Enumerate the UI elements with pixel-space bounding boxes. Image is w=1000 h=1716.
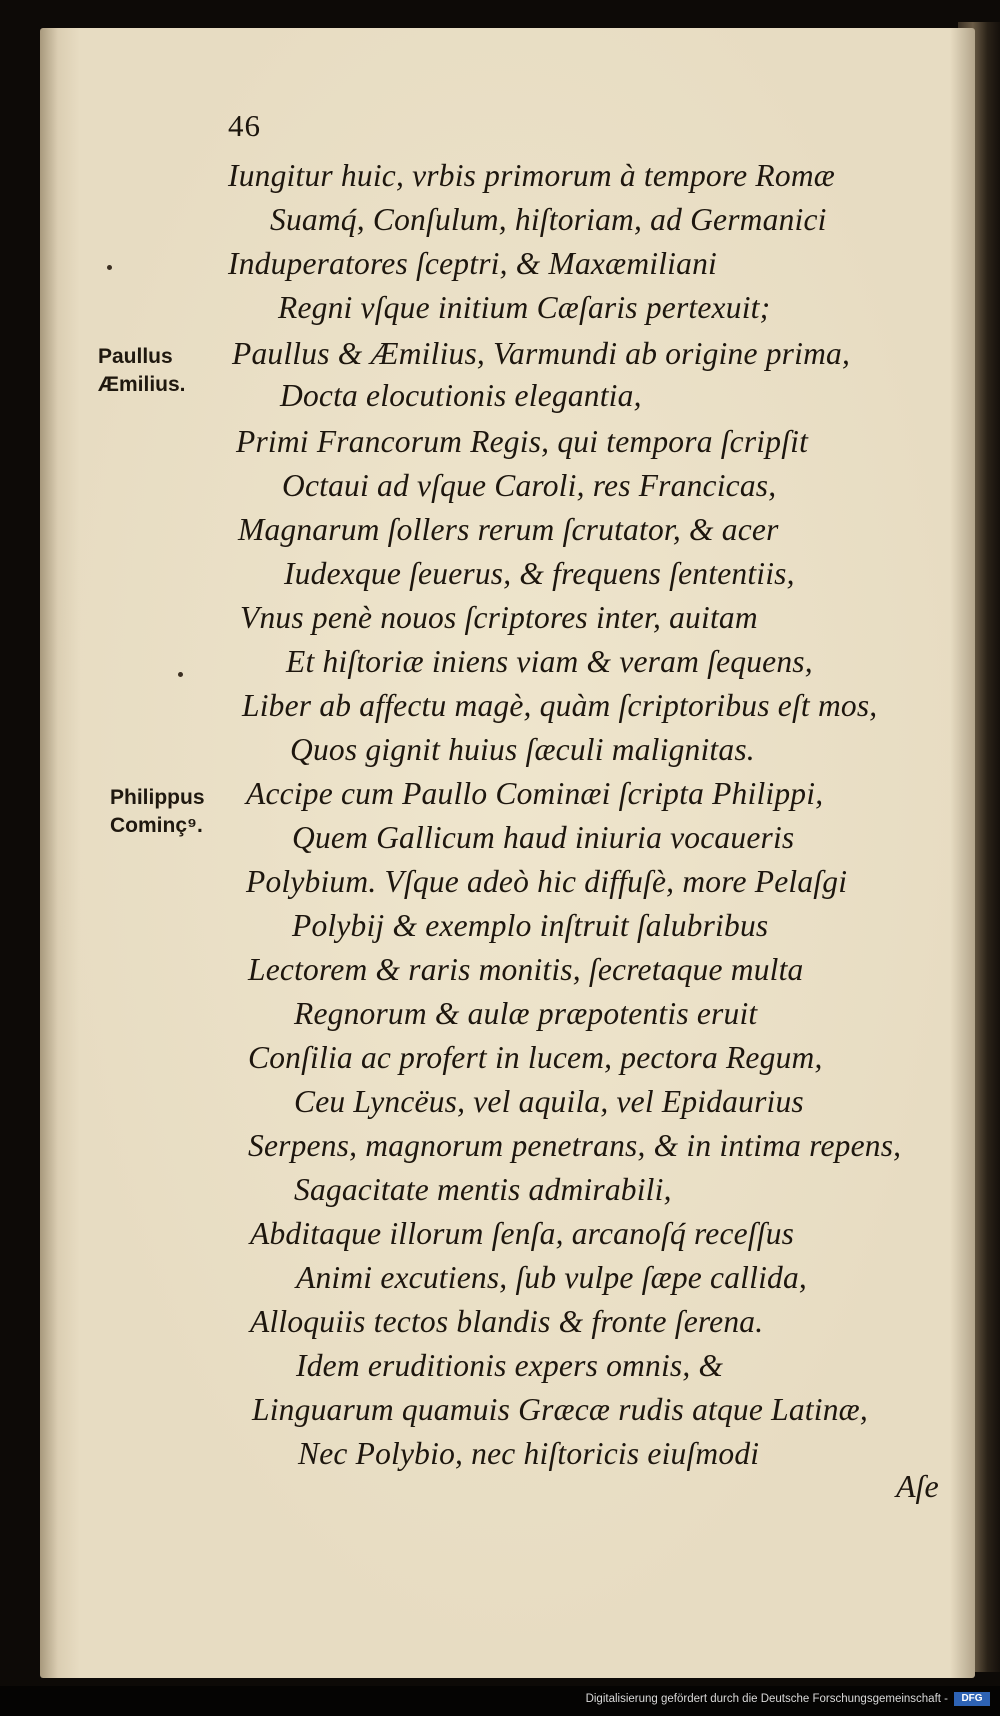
text-line: Alloquiis tectos blandis & fronte ſerena. [250, 1304, 764, 1339]
dfg-logo: DFG [954, 1692, 990, 1706]
margin-note-line: Cominç⁹. [110, 814, 203, 837]
catchword: Aſe [896, 1468, 939, 1504]
text-line: Regni vſque initium Cæſaris pertexuit; [278, 290, 771, 325]
text-line: Ceu Lyncëus, vel aquila, vel Epidaurius [294, 1084, 804, 1119]
margin-note-paullus [98, 343, 186, 399]
text-line: Docta elocutionis elegantia, [280, 378, 642, 413]
text-line: Induperatores ſceptri, & Maxæmiliani [228, 246, 717, 281]
text-line: Quem Gallicum haud iniuria vocaueris [292, 820, 795, 855]
margin-note-line: Paullus [98, 345, 173, 368]
text-line: Sagacitate mentis admirabili, [294, 1172, 672, 1207]
text-line: Lectorem & raris monitis, ſecretaque multa [248, 952, 804, 987]
paper-speck [107, 265, 112, 270]
page-number: 46 [228, 108, 261, 143]
margin-note-line: Philippus [110, 786, 205, 809]
text-line: Polybij & exemplo inſtruit ſalubribus [292, 908, 769, 943]
paper-speck [178, 672, 183, 677]
text-line: Vnus penè nouos ſcriptores inter, auitam [240, 600, 758, 635]
text-line: Animi excutiens, ſub vulpe ſæpe callida, [296, 1260, 808, 1295]
text-line: Abditaque illorum ſenſa, arcanoſq́ receſſus [250, 1216, 795, 1251]
text-line: Linguarum quamuis Græcæ rudis atque Latinæ, [252, 1392, 868, 1427]
text-line: Octaui ad vſque Caroli, res Francicas, [282, 468, 777, 503]
margin-note-line: Æmilius. [98, 373, 186, 396]
text-line: Polybium. Vſque adeò hic diffuſè, more Pelaſgi [246, 864, 848, 899]
text-line: Accipe cum Paullo Cominæi ſcripta Philippi, [246, 776, 824, 811]
funding-credit: Digitalisierung gefördert durch die Deutsche Forschungsgemeinschaft - [585, 1693, 948, 1705]
text-line: Iudexque ſeuerus, & frequens ſententiis, [284, 556, 795, 591]
text-line: Suamq́, Conſulum, hiſtoriam, ad Germanici [270, 202, 827, 237]
text-line: Magnarum ſollers rerum ſcrutator, & acer [238, 512, 779, 547]
text-line: Paullus & Æmilius, Varmundi ab origine prima, [232, 336, 851, 371]
text-line: Regnorum & aulæ præpotentis eruit [294, 996, 758, 1031]
text-line: Liber ab affectu magè, quàm ſcriptoribus eſt mos, [242, 688, 878, 723]
text-line: Idem eruditionis expers omnis, & [296, 1348, 724, 1383]
text-line: Quos gignit huius ſæculi malignitas. [290, 732, 755, 767]
text-line: Iungitur huic, vrbis primorum à tempore Romæ [228, 158, 835, 193]
text-line: Primi Francorum Regis, qui tempora ſcripſit [236, 424, 809, 459]
text-line: Conſilia ac profert in lucem, pectora Regum, [248, 1040, 823, 1075]
margin-note-philippus [110, 784, 205, 840]
text-line: Et hiſtoriæ iniens viam & veram ſequens, [286, 644, 813, 679]
text-line: Nec Polybio, nec hiſtoricis eiuſmodi [298, 1436, 760, 1471]
text-line: Serpens, magnorum penetrans, & in intima repens, [248, 1128, 902, 1163]
digitization-footer [0, 1686, 1000, 1716]
